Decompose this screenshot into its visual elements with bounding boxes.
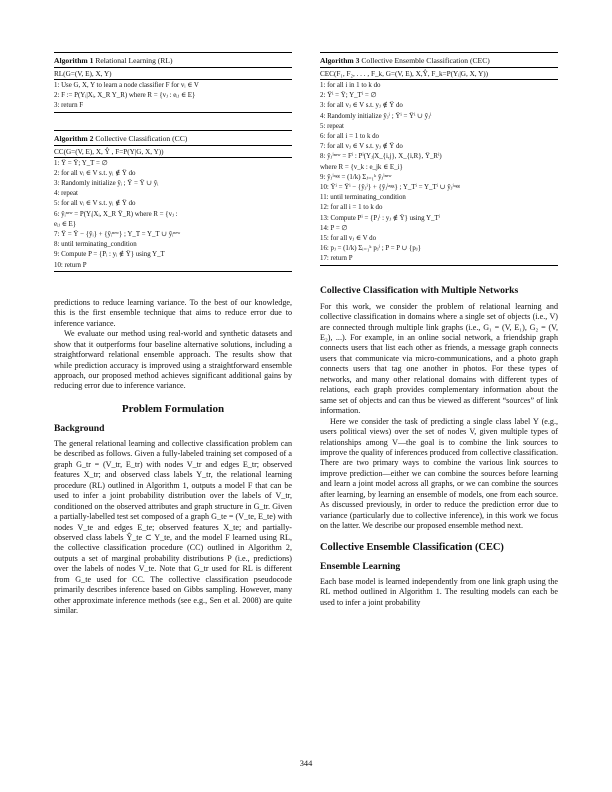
left-body-text bbox=[54, 298, 292, 617]
paragraph: The general relational learning and collective classification problem can be described as follows. Given a fully-labeled training set composed of a graph G_tr = (V_tr, E_tr) with nodes V_tr and edges E_tr; observed features X_tr; and observed class labels Y_tr, the relational learning procedure (RL) outlined in Algorithm 1, outputs a model F that can be used to infer a joint probability distribution over the labels of V_tr, conditioned on the observed attributes and graph structure in G_tr. Given a partially-labelled test set composed of a graph G_te = (V_te, E_te) with nodes V_te and edges E_te; observed features X_te; and partially-observed class labels Ŷ_te ⊂ Y_te, and the model F learned using RL, the collective classification procedure (CC) outlined in Algorithm 2, outputs a set of marginal probability distributions P (i.e., predictions) over the labels of nodes V_te. Note that G_tr used for RL is different from G_te used for CC. The collective classification pseudocode primarily describes inference based on Gibbs sampling. However, many other approximate inference methods (see e.g., Sen et al. 2008) are quite similar. bbox=[54, 438, 292, 616]
page-number: 344 bbox=[299, 759, 313, 768]
algorithm-2-title: Algorithm 2 Collective Classification (CC) bbox=[54, 131, 292, 146]
algorithm-line: 10: return P bbox=[54, 261, 87, 269]
algorithm-1-box bbox=[54, 52, 292, 113]
algorithm-line: 2: Ŷⁱ = Ŷ; Y_Tⁱ = ∅ bbox=[320, 92, 377, 100]
algorithm-line: 1: Ŷ = Ŷ; Y_T = ∅ bbox=[54, 159, 108, 167]
algorithm-1-signature: RL(G=(V, E), X, Y) bbox=[54, 68, 292, 80]
algorithm-line: 5: repeat bbox=[320, 122, 344, 130]
right-column bbox=[320, 52, 558, 608]
algorithm-line: 8: ŷⱼⁱⁿᵉʷ = Fⁱ : Pⁱ(Yⱼ|X_{i,j}, X_{i,R}, Ŷ_Rⁱ) bbox=[320, 153, 442, 161]
algorithm-line: 10: Ŷⁱ = Ŷⁱ − {ŷⱼⁱ} + {ŷⱼⁱᵃᵍᵍ} ; Y_Tⁱ = Y_Tⁱ ∪ ŷⱼⁱᵃᵍᵍ bbox=[320, 184, 460, 192]
paragraph: We evaluate our method using real-world and synthetic datasets and show that it outperforms four baseline alternative solutions, including a straightforward relational ensemble approach. The results show that while prediction accuracy is improved using a straightforward ensemble approach, our proposed method achieves significant additional gains by reducing error due to inference variance. bbox=[54, 329, 292, 391]
algorithm-line: 1: for all i in 1 to k do bbox=[320, 82, 381, 89]
algorithm-line: 17: return P bbox=[320, 255, 353, 263]
algorithm-line: where R = {v_k : e_jk ∈ E_i} bbox=[320, 163, 403, 171]
paragraph: For this work, we consider the problem of relational learning and collective classification in domains where a single set of objects (i.e., V) are connected through multiple link graphs (i.e., G₁ = (V, E₁), G₂ = (V, E₂), ...). For example, in an online social network, a friendship graph connects users that list each other as friends, a message graph connects users that communicate via micro-communications, and a photo graph connects users that tag one another in photos. For these types of networks, and many other relational domains with different types of relations, each graph provides complementary information about the same set of objects and can thus be viewed as different “sources” of link information. bbox=[320, 301, 558, 416]
left-column bbox=[54, 52, 292, 617]
algorithm-line: 4: repeat bbox=[54, 190, 78, 198]
section-heading: Collective Ensemble Classification (CEC) bbox=[320, 541, 504, 553]
algorithm-2-signature: CC(G=(V, E), X, Ŷ , F=P(Y|G, X, Y)) bbox=[54, 146, 292, 158]
algorithm-3-box bbox=[320, 52, 558, 266]
paragraph: Each base model is learned independently from one link graph using the RL method outlined in Algorithm 1. The resulting models can each be used to infer a joint probability bbox=[320, 576, 558, 607]
algorithm-line: 11: until terminating_condition bbox=[320, 194, 406, 202]
algorithm-line: 3: for all vⱼ ∈ V s.t. yⱼ ∉ Ŷ do bbox=[320, 102, 403, 110]
section-heading: Collective Classification with Multiple Networks bbox=[320, 284, 519, 296]
algorithm-line: 14: P = ∅ bbox=[320, 224, 348, 232]
algorithm-line: 7: for all vⱼ ∈ V s.t. yⱼ ∉ Ŷ do bbox=[320, 143, 403, 151]
paragraph: predictions to reduce learning variance. To the best of our knowledge, this is the first ensemble technique that aims to reduce error due to inference variance. bbox=[54, 297, 292, 328]
algorithm-line: 6: ŷᵢⁿᵉʷ = P(Yᵢ|Xᵢ, X_R Ŷ_R) where R = {vⱼ : bbox=[54, 210, 178, 218]
algorithm-line: 7: Ŷ = Ŷ − {ŷᵢ} + {ŷᵢⁿᵉʷ} ; Y_T = Y_T ∪ ŷᵢⁿᵉʷ bbox=[54, 231, 181, 239]
algorithm-3-title: Algorithm 3 Collective Ensemble Classification (CEC) bbox=[320, 53, 558, 68]
section-heading: Problem Formulation bbox=[121, 402, 225, 415]
algorithm-line: eᵢⱼ ∈ E} bbox=[54, 220, 77, 228]
subsection-heading: Background bbox=[54, 422, 105, 434]
algorithm-line: 1: Use G, X, Y to learn a node classifier F for vᵢ ∈ V bbox=[54, 82, 199, 89]
algorithm-line: 2: for all vᵢ ∈ V s.t. yᵢ ∉ Ŷ do bbox=[54, 169, 136, 177]
algorithm-line: 9: Compute P = {Pᵢ : yᵢ ∉ Ŷ} using Y_T bbox=[54, 251, 165, 259]
algorithm-line: 4: Randomly initialize ŷⱼⁱ ; Ŷⁱ = Ŷⁱ ∪ ŷⱼⁱ bbox=[320, 112, 432, 120]
algorithm-line: 6: for all i = 1 to k do bbox=[320, 133, 380, 141]
algorithm-line: 8: until terminating_condition bbox=[54, 241, 137, 249]
algorithm-line: 12: for all i = 1 to k do bbox=[320, 204, 383, 212]
algorithm-line: 3: return F bbox=[54, 102, 84, 110]
right-body-text bbox=[320, 285, 558, 608]
algorithm-line: 3: Randomly initialize ŷᵢ ; Ŷ = Ŷ ∪ ŷᵢ bbox=[54, 180, 159, 188]
algorithm-line: 9: ŷⱼⁱᵃᵍᵍ = (1/k) Σⱼ₌₁ᵏ ŷⱼⁱⁿᵉʷ bbox=[320, 173, 392, 181]
algorithm-line: 5: for all vᵢ ∈ V s.t. yᵢ ∉ Ŷ do bbox=[54, 200, 136, 208]
algorithm-3-signature: CEC(F₁, F₂, . . . , F_k, G=(V, E), X,Ŷ, F_k=P(Yᵢ|G, X, Y)) bbox=[320, 68, 558, 80]
algorithm-2-box bbox=[54, 130, 292, 272]
algorithm-line: 13: Compute Pⁱ = {Pⱼⁱ : yⱼ ∉ Ŷ} using Y_Tⁱ bbox=[320, 214, 441, 222]
paragraph: Here we consider the task of predicting a single class label Y (e.g., users political views) over the set of nodes V, given multiple types of relationships among V—the goal is to combine the link sources to improve the quality of inferences produced from collective classification. There are two primary ways to combine the various link sources to improve prediction—either we can combine the sources before learning and learn a joint model across all graphs, or we can combine the sources after learning, by learning an ensemble of models, one from each source. As discussed previously, in order to reduce the prediction error due to variance (particularly due to collective inference), in this work we focus on the latter. We describe our proposed ensemble method next. bbox=[320, 416, 558, 531]
algorithm-line: 16: pⱼ = (1/k) Σᵢ₌₁ᵏ pⱼⁱ ; P = P ∪ {pⱼ} bbox=[320, 245, 421, 253]
algorithm-line: 2: F := P(Yᵢ|Xᵢ, X_R Y_R) where R = {vⱼ : eᵢⱼ ∈ E} bbox=[54, 92, 196, 100]
algorithm-line: 15: for all vⱼ ∈ V do bbox=[320, 235, 377, 243]
subsection-heading: Ensemble Learning bbox=[320, 560, 401, 572]
algorithm-1-title: Algorithm 1 Relational Learning (RL) bbox=[54, 53, 292, 68]
